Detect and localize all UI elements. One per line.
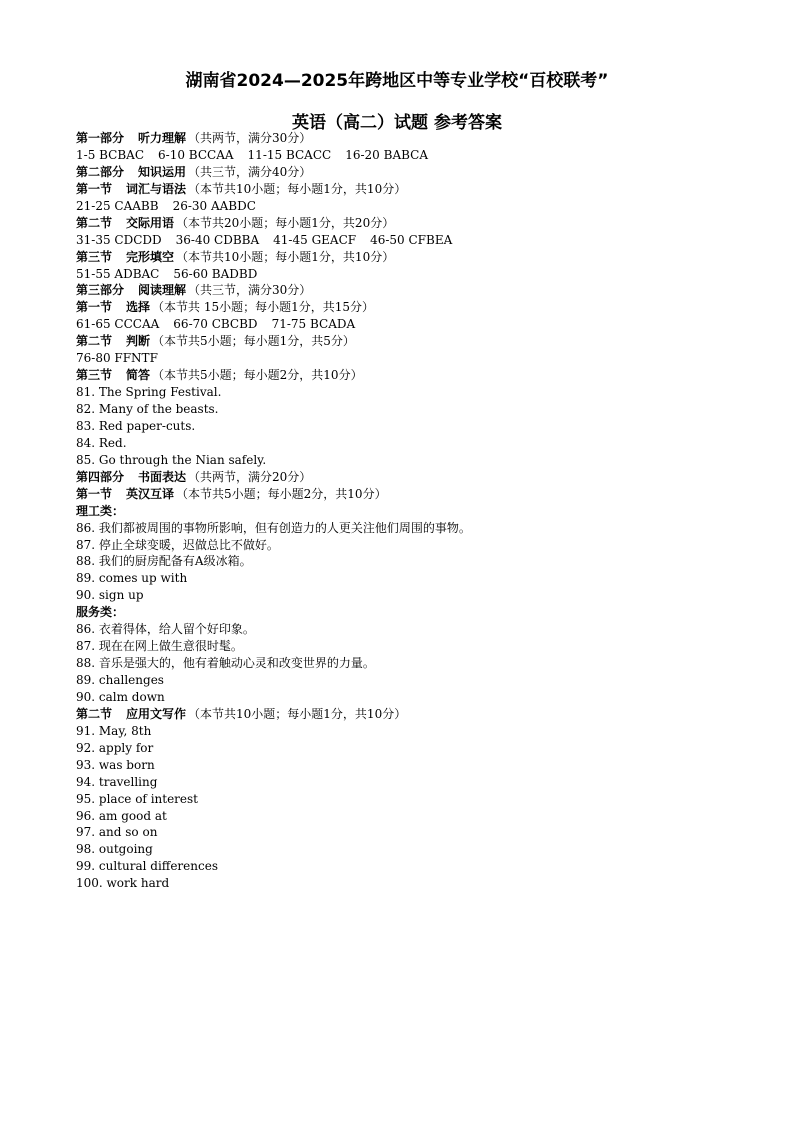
section-name: 英汉互译 <box>126 486 175 501</box>
section-name: 知识运用 <box>138 164 187 179</box>
section-note: （共三节，满分40分） <box>188 164 312 179</box>
answer-item-text: 91. May, 8th <box>76 723 152 738</box>
answer-group: 41-45 GEACF <box>273 232 357 247</box>
category-label-text: 理工类： <box>76 503 125 518</box>
section-part-label: 第三部分 <box>76 283 125 298</box>
answer-item-text: 86. 我们都被周围的事物所影响，但有创造力的人更关注他们周围的事物。 <box>76 520 471 535</box>
section-name: 判断 <box>126 334 151 349</box>
section-part-label: 第一节 <box>76 181 113 196</box>
answer-item <box>76 537 766 554</box>
category-label <box>76 604 766 621</box>
answer-item <box>76 638 766 655</box>
answer-item-text: 93. was born <box>76 757 155 772</box>
section-heading <box>76 164 766 181</box>
answer-item-text: 99. cultural differences <box>76 859 218 874</box>
section-heading <box>76 215 766 232</box>
section-note: （本节共20小题；每小题1分，共20分） <box>176 215 395 230</box>
answer-row <box>76 316 766 333</box>
answer-item <box>76 808 766 825</box>
section-name: 简答 <box>126 368 151 383</box>
answer-item <box>76 740 766 757</box>
answer-item <box>76 875 766 892</box>
answer-item-text: 100. work hard <box>76 876 170 891</box>
answer-item-text: 87. 停止全球变暖，迟做总比不做好。 <box>76 537 279 552</box>
answer-item <box>76 774 766 791</box>
section-heading <box>76 367 766 384</box>
section-heading <box>76 181 766 198</box>
section-name: 交际用语 <box>126 215 175 230</box>
section-part-label: 第三节 <box>76 368 113 383</box>
document-subtitle: 英语（高二）试题 参考答案 <box>292 113 502 133</box>
section-name: 词汇与语法 <box>126 181 187 196</box>
answer-item <box>76 757 766 774</box>
answer-item <box>76 570 766 587</box>
section-note: （本节共5小题；每小题1分，共5分） <box>152 334 355 349</box>
answer-group: 71-75 BCADA <box>271 317 356 332</box>
section-heading <box>76 706 766 723</box>
section-part-label: 第一节 <box>76 486 113 501</box>
section-note: （共三节，满分30分） <box>188 283 312 298</box>
answer-item-text: 90. calm down <box>76 689 165 704</box>
answer-item-text: 87. 现在在网上做生意很时髦。 <box>76 639 243 654</box>
answer-item <box>76 553 766 570</box>
answer-group: 46-50 CFBEA <box>370 232 453 247</box>
answer-item-text: 97. and so on <box>76 825 158 840</box>
section-heading <box>76 333 766 350</box>
answer-item <box>76 418 766 435</box>
section-heading <box>76 299 766 316</box>
section-note: （本节共10小题；每小题1分，共10分） <box>176 249 395 264</box>
answer-item <box>76 520 766 537</box>
answer-item <box>76 384 766 401</box>
answer-item <box>76 621 766 638</box>
answer-row <box>76 266 766 283</box>
category-label-text: 服务类： <box>76 605 125 620</box>
answer-row <box>76 232 766 249</box>
answer-item-text: 82. Many of the beasts. <box>76 402 219 416</box>
answer-group: 31-35 CDCDD <box>76 232 162 247</box>
answer-list <box>76 130 766 892</box>
section-part-label: 第二节 <box>76 334 113 349</box>
answer-group: 21-25 CAABB <box>76 198 159 213</box>
category-label <box>76 503 766 520</box>
answer-group: 26-30 AABDC <box>172 198 256 213</box>
answer-group: 66-70 CBCBD <box>173 317 258 332</box>
section-note: （本节共5小题；每小题2分，共10分） <box>176 486 387 501</box>
answer-item-text: 89. challenges <box>76 673 164 687</box>
answer-item-text: 92. apply for <box>76 740 154 755</box>
answer-group: 1-5 BCBAC <box>76 147 145 162</box>
answer-group: 76-80 FFNTF <box>76 351 158 366</box>
section-name: 选择 <box>126 300 151 315</box>
answer-item-text: 86. 衣着得体，给人留个好印象。 <box>76 622 255 637</box>
answer-item-text: 89. comes up with <box>76 571 188 586</box>
section-name: 阅读理解 <box>138 283 187 298</box>
answer-group: 56-60 BADBD <box>173 266 258 281</box>
answer-item-text: 95. place of interest <box>76 791 198 806</box>
answer-item <box>76 452 766 469</box>
answer-item-text: 83. Red paper-cuts. <box>76 418 196 433</box>
section-note: （本节共5小题；每小题2分，共10分） <box>152 368 363 383</box>
section-part-label: 第一节 <box>76 300 113 315</box>
answer-row <box>76 198 766 215</box>
answer-group: 36-40 CDBBA <box>175 232 260 247</box>
answer-group: 51-55 ADBAC <box>76 266 160 281</box>
section-note: （共两节，满分20分） <box>188 469 312 484</box>
section-heading <box>76 249 766 266</box>
section-heading <box>76 282 766 299</box>
section-name: 应用文写作 <box>126 706 187 721</box>
section-name: 书面表达 <box>138 469 187 484</box>
answer-item-text: 88. 我们的厨房配备有A级冰箱。 <box>76 554 252 569</box>
section-part-label: 第二部分 <box>76 164 125 179</box>
document-title: 湖南省2024—2025年跨地区中等专业学校“百校联考” <box>185 71 609 91</box>
section-note: （共两节，满分30分） <box>188 131 312 145</box>
answer-item <box>76 689 766 706</box>
answer-item-text: 88. 音乐是强大的，他有着触动心灵和改变世界的力量。 <box>76 656 375 671</box>
answer-group: 11-15 BCACC <box>247 147 332 162</box>
answer-row <box>76 147 766 164</box>
answer-item <box>76 672 766 689</box>
answer-item <box>76 791 766 808</box>
answer-item <box>76 723 766 740</box>
answer-row <box>76 350 766 367</box>
answer-item-text: 84. Red. <box>76 435 127 450</box>
answer-item-text: 98. outgoing <box>76 842 153 857</box>
section-heading <box>76 469 766 486</box>
section-name: 完形填空 <box>126 249 175 264</box>
answer-group: 61-65 CCCAA <box>76 317 160 332</box>
answer-group: 16-20 BABCA <box>345 147 428 162</box>
answer-item <box>76 824 766 841</box>
section-note: （本节共10小题；每小题1分，共10分） <box>188 706 407 721</box>
answer-item <box>76 587 766 604</box>
section-note: （本节共 15小题；每小题1分，共15分） <box>152 300 375 315</box>
answer-group: 6-10 BCCAA <box>158 147 234 162</box>
section-name: 听力理解 <box>138 131 187 145</box>
section-part-label: 第一部分 <box>76 131 125 145</box>
section-note: （本节共10小题；每小题1分，共10分） <box>188 181 407 196</box>
section-part-label: 第三节 <box>76 249 113 264</box>
answer-item-text: 90. sign up <box>76 588 144 603</box>
section-part-label: 第四部分 <box>76 469 125 484</box>
answer-item <box>76 858 766 875</box>
answer-item-text: 81. The Spring Festival. <box>76 385 222 400</box>
answer-item <box>76 655 766 672</box>
answer-item-text: 94. travelling <box>76 774 158 789</box>
section-part-label: 第二节 <box>76 215 113 230</box>
answer-item <box>76 841 766 858</box>
section-heading <box>76 486 766 503</box>
answer-item <box>76 401 766 418</box>
answer-item-text: 96. am good at <box>76 808 167 823</box>
answer-item-text: 85. Go through the Nian safely. <box>76 452 267 467</box>
answer-item <box>76 435 766 452</box>
section-heading <box>76 130 766 147</box>
section-part-label: 第二节 <box>76 706 113 721</box>
